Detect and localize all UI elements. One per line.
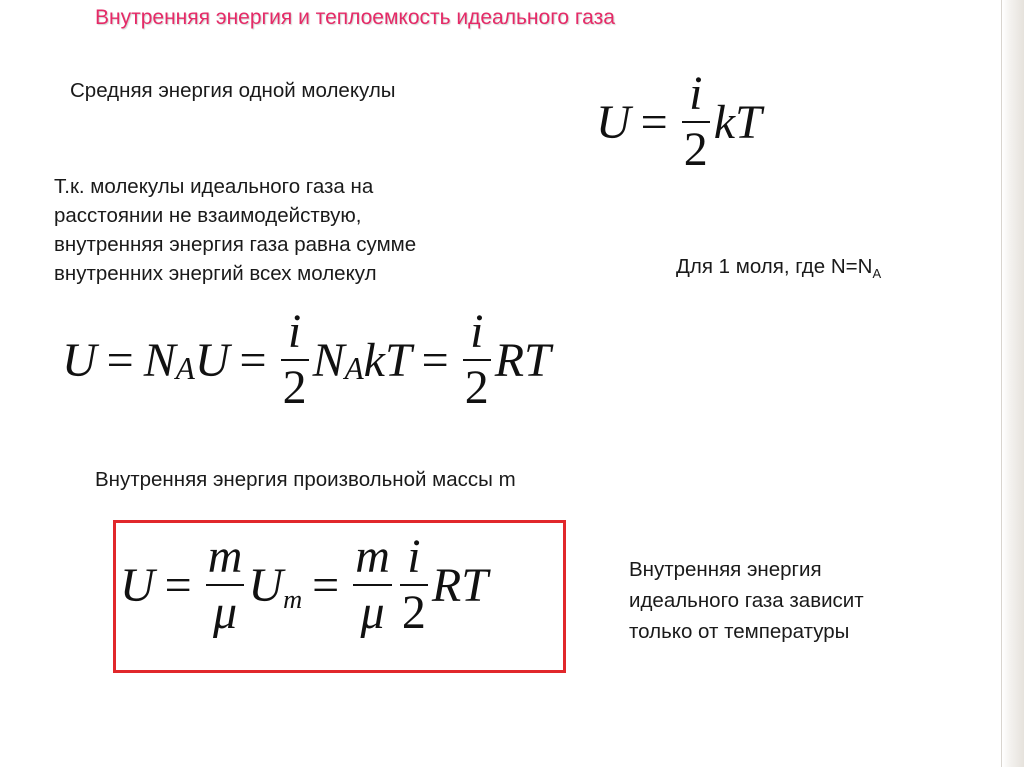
- slide-edge-shadow: [1002, 0, 1024, 767]
- conclusion-line: только от температуры: [629, 620, 850, 643]
- explanation-line: Т.к. молекулы идеального газа на: [54, 175, 374, 198]
- fraction-denominator: μ: [213, 586, 238, 639]
- conclusion-line: Внутренняя энергия: [629, 558, 822, 581]
- fraction-denominator: 2: [401, 586, 426, 639]
- one-mole-text: Для 1 моля, где N=N: [676, 255, 873, 278]
- formula-internal-energy-mass: [120, 530, 488, 639]
- one-mole-label: [676, 252, 881, 288]
- slide-title: Внутренняя энергия и теплоемкость идеального газа: [95, 6, 615, 29]
- fraction-denominator: 2: [464, 361, 489, 414]
- fraction-denominator: 2: [683, 123, 708, 176]
- fraction: [206, 530, 245, 639]
- formula-symbol: N: [143, 333, 176, 387]
- explanation-line: внутренняя энергия газа равна сумме: [54, 233, 417, 256]
- molecule-energy-label: Средняя энергия одной молекулы: [70, 79, 396, 102]
- fraction-numerator: i: [407, 530, 421, 583]
- formula-subscript: A: [175, 351, 195, 387]
- equals-sign: =: [312, 558, 340, 612]
- formula-internal-energy-mole: [62, 305, 551, 414]
- equals-sign: =: [421, 333, 449, 387]
- fraction-numerator: m: [355, 530, 390, 583]
- one-mole-subscript: A: [872, 266, 882, 282]
- fraction: [400, 530, 428, 639]
- fraction-numerator: m: [207, 530, 243, 583]
- formula-symbol: U: [248, 558, 284, 612]
- fraction-numerator: i: [470, 305, 484, 358]
- formula-subscript: A: [344, 351, 364, 387]
- formula-symbol: RT: [494, 333, 551, 387]
- formula-molecule-energy: [596, 67, 762, 176]
- formula-symbol: U: [194, 333, 230, 387]
- formula-symbol: kT: [363, 333, 412, 387]
- explanation-line: расстоянии не взаимодействую,: [54, 204, 362, 227]
- fraction-denominator: μ: [360, 586, 385, 639]
- formula-symbol: U: [62, 333, 97, 387]
- formula-subscript: m: [283, 584, 303, 615]
- explanation-line: внутренних энергий всех молекул: [54, 262, 377, 285]
- arbitrary-mass-label: Внутренняя энергия произвольной массы m: [95, 468, 516, 491]
- formula-symbol: N: [312, 333, 345, 387]
- fraction-numerator: i: [287, 305, 302, 358]
- formula-symbol: U: [120, 558, 155, 612]
- conclusion-line: идеального газа зависит: [629, 589, 864, 612]
- fraction: [353, 530, 392, 639]
- equals-sign: =: [640, 95, 668, 149]
- fraction-denominator: 2: [282, 361, 307, 414]
- equals-sign: =: [106, 333, 134, 387]
- fraction-numerator: i: [689, 67, 703, 120]
- formula-symbol: U: [596, 95, 631, 149]
- fraction: [682, 67, 710, 176]
- formula-symbol: kT: [713, 95, 762, 149]
- formula-symbol: RT: [431, 558, 488, 612]
- equals-sign: =: [239, 333, 267, 387]
- fraction: [281, 305, 309, 414]
- equals-sign: =: [164, 558, 192, 612]
- fraction: [463, 305, 491, 414]
